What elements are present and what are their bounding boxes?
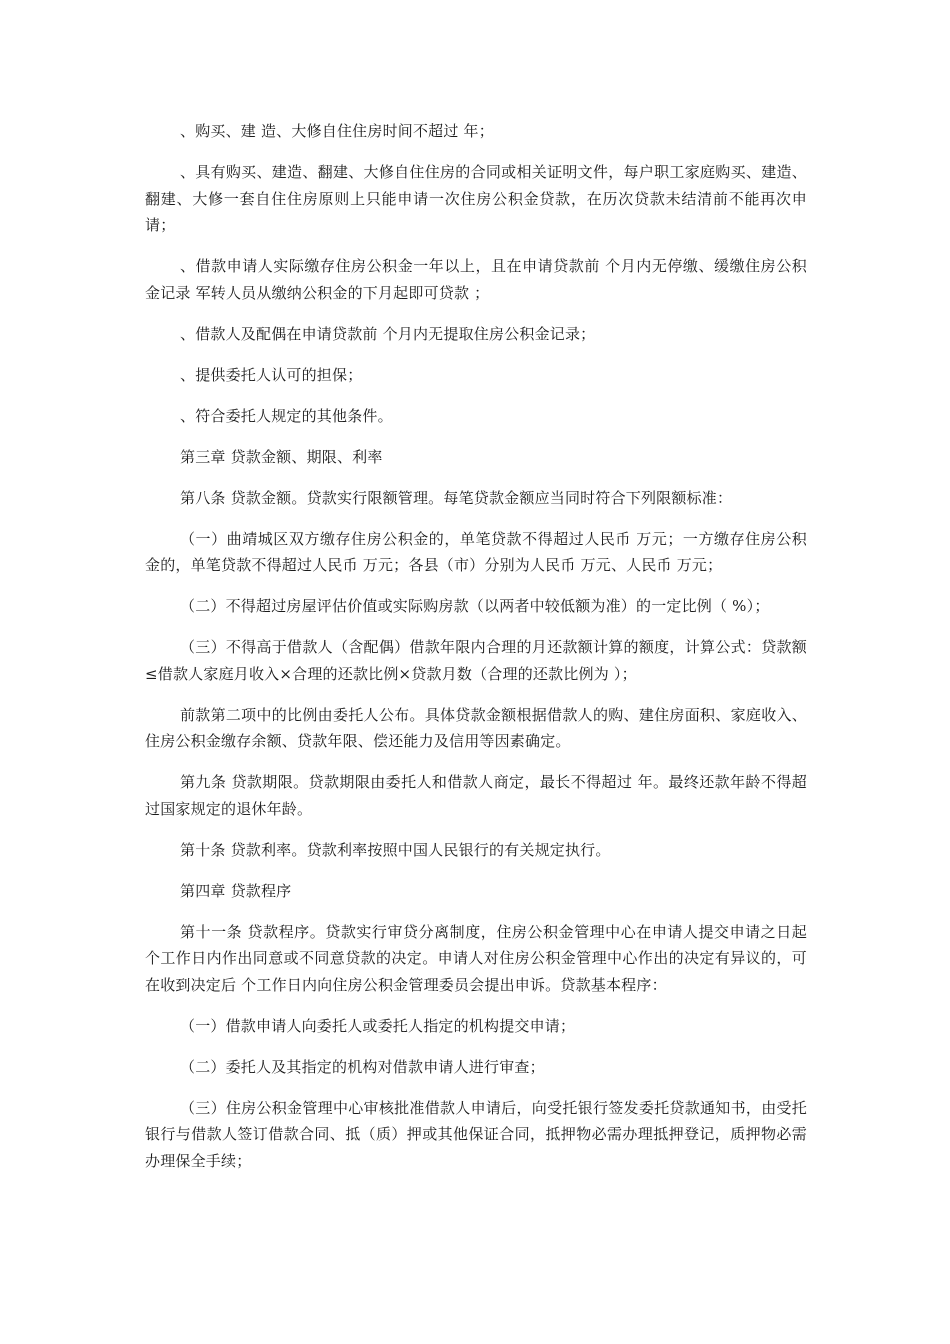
condition-no-withdrawal: 、借款人及配偶在申请贷款前 个月内无提取住房公积金记录； [180, 324, 596, 343]
chapter-four-heading: 第四章 贷款程序 [180, 881, 292, 900]
document-body [145, 118, 807, 1189]
article-eight: 第八条 贷款金额。贷款实行限额管理。每笔贷款金额应当同时符合下列限额标准： [180, 488, 733, 507]
article-eight-item-three: （三）不得高于借款人（含配偶）借款年限内合理的月还款额计算的额度，计算公式：贷款额≤借款人家庭月收入×合理的还款比例×贷款月数（合理的还款比例为 ）； [145, 638, 807, 683]
article-eleven-step-two: （二）委托人及其指定的机构对借款申请人进行审查； [180, 1057, 545, 1076]
article-eight-item-one: （一）曲靖城区双方缴存住房公积金的，单笔贷款不得超过人民币 万元；一方缴存住房公积金的，单笔贷款不得超过人民币 万元；各县（市）分别为人民币 万元、人民币 万元； [145, 529, 807, 574]
article-eight-item-two: （二）不得超过房屋评估价值或实际购房款（以两者中较低额为准）的一定比例（ %）； [180, 597, 770, 615]
condition-contract-documents: 、具有购买、建造、翻建、大修自住住房的合同或相关证明文件，每户职工家庭购买、建造、翻建、大修一套自住住房原则上只能申请一次住房公积金贷款，在历次贷款未结清前不能再次申请； [145, 163, 807, 234]
article-eleven-step-three: （三）住房公积金管理中心审核批准借款人申请后，向受托银行签发委托贷款通知书，由受托银行与借款人签订借款合同、抵（质）押或其他保证合同，抵押物必需办理抵押登记，质押物必需办理保全手续； [145, 1098, 807, 1170]
condition-deposit-history: 、借款申请人实际缴存住房公积金一年以上，且在申请贷款前 个月内无停缴、缓缴住房公积金记录 军转人员从缴纳公积金的下月起即可贷款 ； [145, 257, 807, 302]
article-eleven-step-one: （一）借款申请人向委托人或委托人指定的机构提交申请； [180, 1016, 576, 1035]
chapter-three-heading: 第三章 贷款金额、期限、利率 [180, 447, 383, 466]
condition-purchase-time: 、购买、建 造、大修自住住房时间不超过 年； [180, 122, 494, 140]
condition-other: 、符合委托人规定的其他条件。 [180, 406, 393, 425]
article-nine: 第九条 贷款期限。贷款期限由委托人和借款人商定，最长不得超过 年。最终还款年龄不得超过国家规定的退休年龄。 [145, 773, 807, 818]
article-ten: 第十条 贷款利率。贷款利率按照中国人民银行的有关规定执行。 [180, 840, 611, 859]
condition-guarantee: 、提供委托人认可的担保； [180, 365, 363, 384]
article-eight-note: 前款第二项中的比例由委托人公布。具体贷款金额根据借款人的购、建住房面积、家庭收入、住房公积金缴存余额、贷款年限、偿还能力及信用等因素确定。 [145, 705, 807, 750]
article-eleven: 第十一条 贷款程序。贷款实行审贷分离制度，住房公积金管理中心在申请人提交申请之日起 个工作日内作出同意或不同意贷款的决定。申请人对住房公积金管理中心作出的决定有异议的，可在收到决定后 个工作日内向住房公积金管理委员会提出申诉。贷款基本程序： [145, 922, 807, 994]
